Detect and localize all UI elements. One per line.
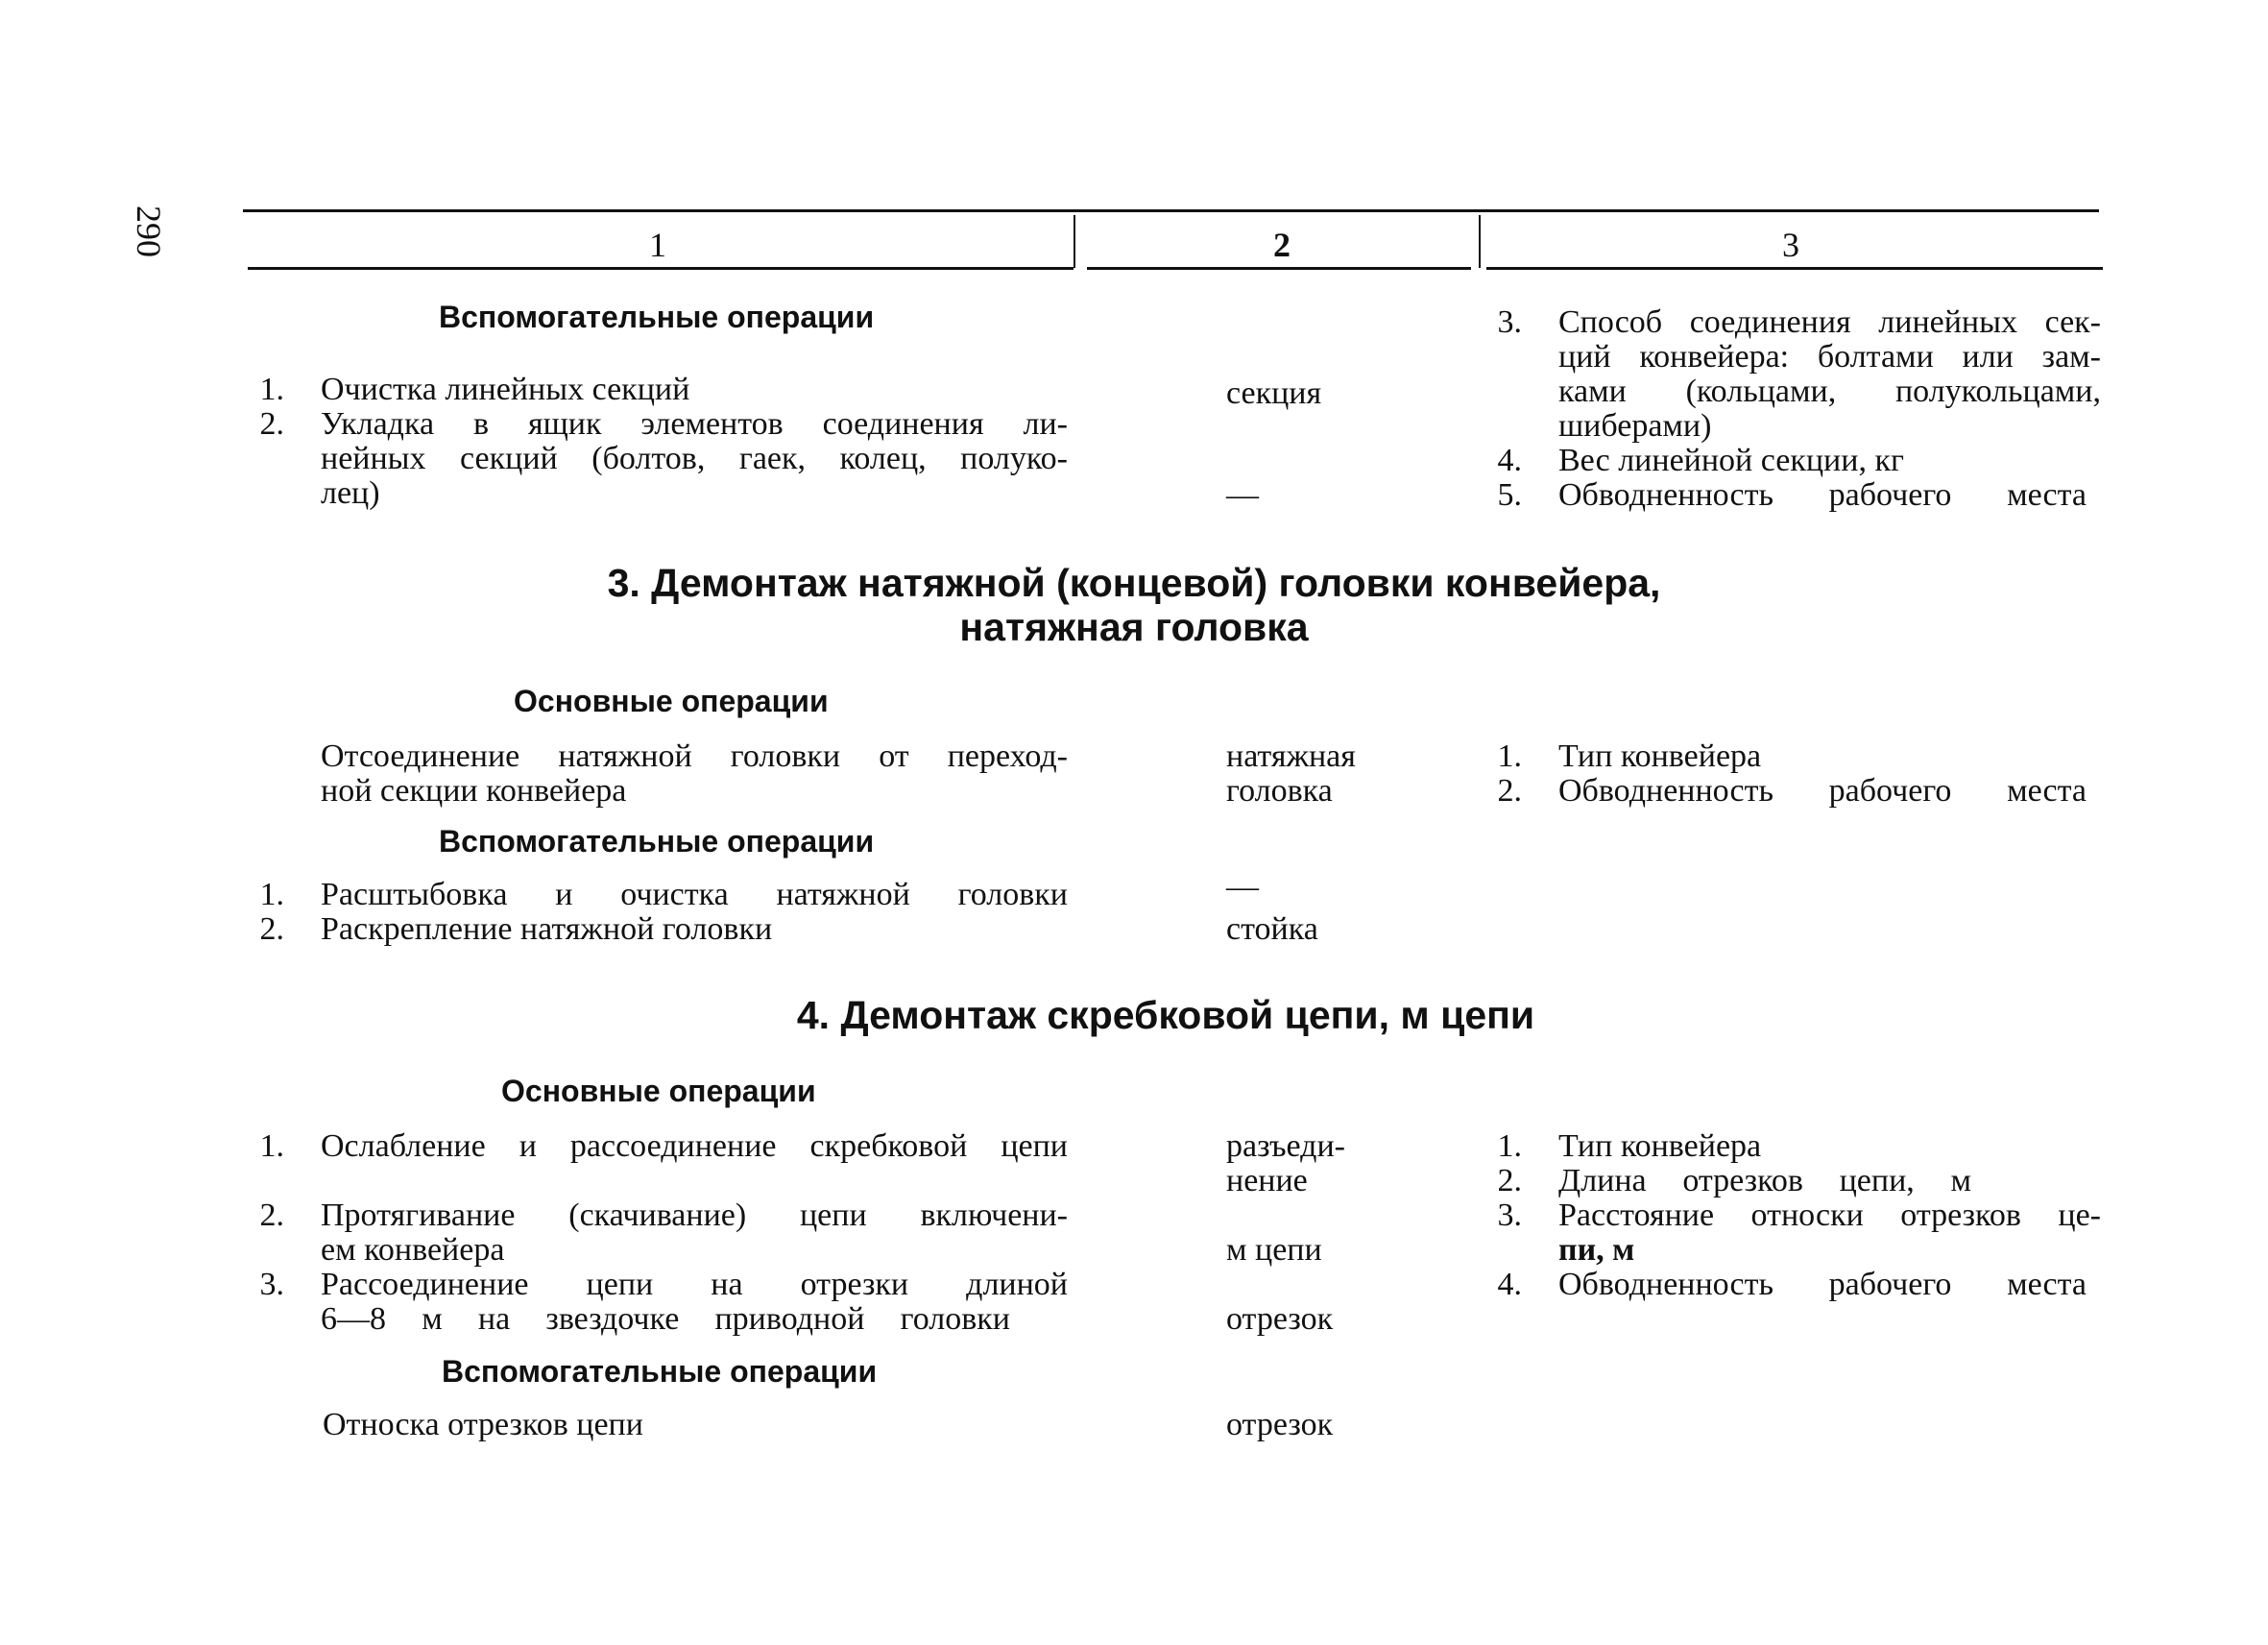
list-number: 4.: [1497, 443, 1522, 478]
factor-text: Расстояние относки отрезков це-: [1558, 1197, 2101, 1233]
section-3-subtitle: натяжная головка: [959, 605, 1309, 649]
column-separator: [1479, 215, 1481, 268]
factor-text: Тип конвейера: [1558, 1128, 1762, 1164]
operation-text: Расштыбовка и очистка натяжной головки: [321, 877, 1068, 912]
factor-text: ками (кольцами, полукольцами,: [1558, 374, 2101, 409]
operation-text: Укладка в ящик элементов соединения ли-: [321, 406, 1068, 442]
operation-text: нейных секций (болтов, гаек, колец, полуко-: [321, 441, 1068, 476]
unit-text: стойка: [1226, 911, 1318, 947]
operation-text: лец): [321, 475, 380, 511]
aux-operations-heading: Вспомогательные операции: [439, 824, 875, 859]
list-number: 2.: [1497, 773, 1522, 809]
unit-text: натяжная: [1226, 738, 1356, 774]
list-number: 1.: [1497, 1128, 1522, 1164]
operation-text: Относка отрезков цепи: [323, 1407, 643, 1442]
list-number: 2.: [259, 406, 284, 442]
aux-operations-heading: Вспомогательные операции: [439, 300, 875, 334]
operation-text: 6—8 м на звездочке приводной головки: [321, 1301, 1010, 1337]
unit-text: м цепи: [1226, 1232, 1322, 1268]
column-header-3: 3: [1782, 226, 1799, 264]
operation-text: Рассоединение цепи на отрезки длиной: [321, 1267, 1068, 1302]
table-top-rule: [243, 209, 2099, 212]
column-separator: [1074, 215, 1075, 268]
factor-text: Обводненность рабочего места: [1558, 477, 2087, 513]
list-number: 3.: [259, 1267, 284, 1302]
main-operations-heading: Основные операции: [501, 1074, 816, 1108]
factor-text: Длина отрезков цепи, м: [1558, 1163, 1971, 1198]
list-number: 2.: [259, 1197, 284, 1233]
factor-text: Тип конвейера: [1558, 738, 1762, 774]
list-number: 1.: [259, 372, 284, 407]
operation-text: Отсоединение натяжной головки от переход-: [321, 738, 1068, 774]
list-number: 1.: [259, 1128, 284, 1164]
list-number: 4.: [1497, 1267, 1522, 1302]
unit-text: отрезок: [1226, 1301, 1334, 1337]
aux-operations-heading: Вспомогательные операции: [442, 1354, 878, 1389]
column-header-2: 2: [1273, 226, 1291, 264]
unit-text: головка: [1226, 773, 1333, 809]
column-header-1: 1: [649, 226, 666, 264]
page-number: 290: [130, 206, 168, 257]
list-number: 1.: [259, 877, 284, 912]
column-rule: [1486, 267, 2103, 270]
column-rule: [1087, 267, 1471, 270]
factor-text: шиберами): [1558, 408, 1712, 444]
column-rule: [248, 267, 1074, 270]
operation-text: Очистка линейных секций: [321, 372, 690, 407]
unit-text: секция: [1226, 375, 1322, 411]
factor-text: пи, м: [1558, 1232, 1635, 1268]
section-4-title: 4. Демонтаж скребковой цепи, м цепи: [796, 993, 1535, 1037]
factor-text: Способ соединения линейных сек-: [1558, 304, 2101, 340]
factor-text: ций конвейера: болтами или зам-: [1558, 339, 2101, 375]
operation-text: ем конвейера: [321, 1232, 505, 1268]
section-3-title: 3. Демонтаж натяжной (концевой) головки конвейера,: [607, 561, 1661, 605]
factor-text: Вес линейной секции, кг: [1558, 443, 1904, 478]
operation-text: Ослабление и рассоединение скребковой цепи: [321, 1128, 1068, 1164]
list-number: 3.: [1497, 304, 1522, 340]
list-number: 1.: [1497, 738, 1522, 774]
factor-text: Обводненность рабочего места: [1558, 1267, 2087, 1302]
operation-text: ной секции конвейера: [321, 773, 627, 809]
unit-text: разъеди-: [1226, 1128, 1345, 1164]
unit-text: отрезок: [1226, 1407, 1334, 1442]
list-number: 2.: [259, 911, 284, 947]
operation-text: Протягивание (скачивание) цепи включени-: [321, 1197, 1068, 1233]
list-number: 3.: [1497, 1197, 1522, 1233]
main-operations-heading: Основные операции: [514, 684, 829, 718]
factor-text: Обводненность рабочего места: [1558, 773, 2087, 809]
list-number: 2.: [1497, 1163, 1522, 1198]
unit-text: нение: [1226, 1163, 1308, 1198]
unit-text: —: [1226, 869, 1259, 905]
operation-text: Раскрепление натяжной головки: [321, 911, 773, 947]
list-number: 5.: [1497, 477, 1522, 513]
unit-text: —: [1226, 477, 1259, 513]
